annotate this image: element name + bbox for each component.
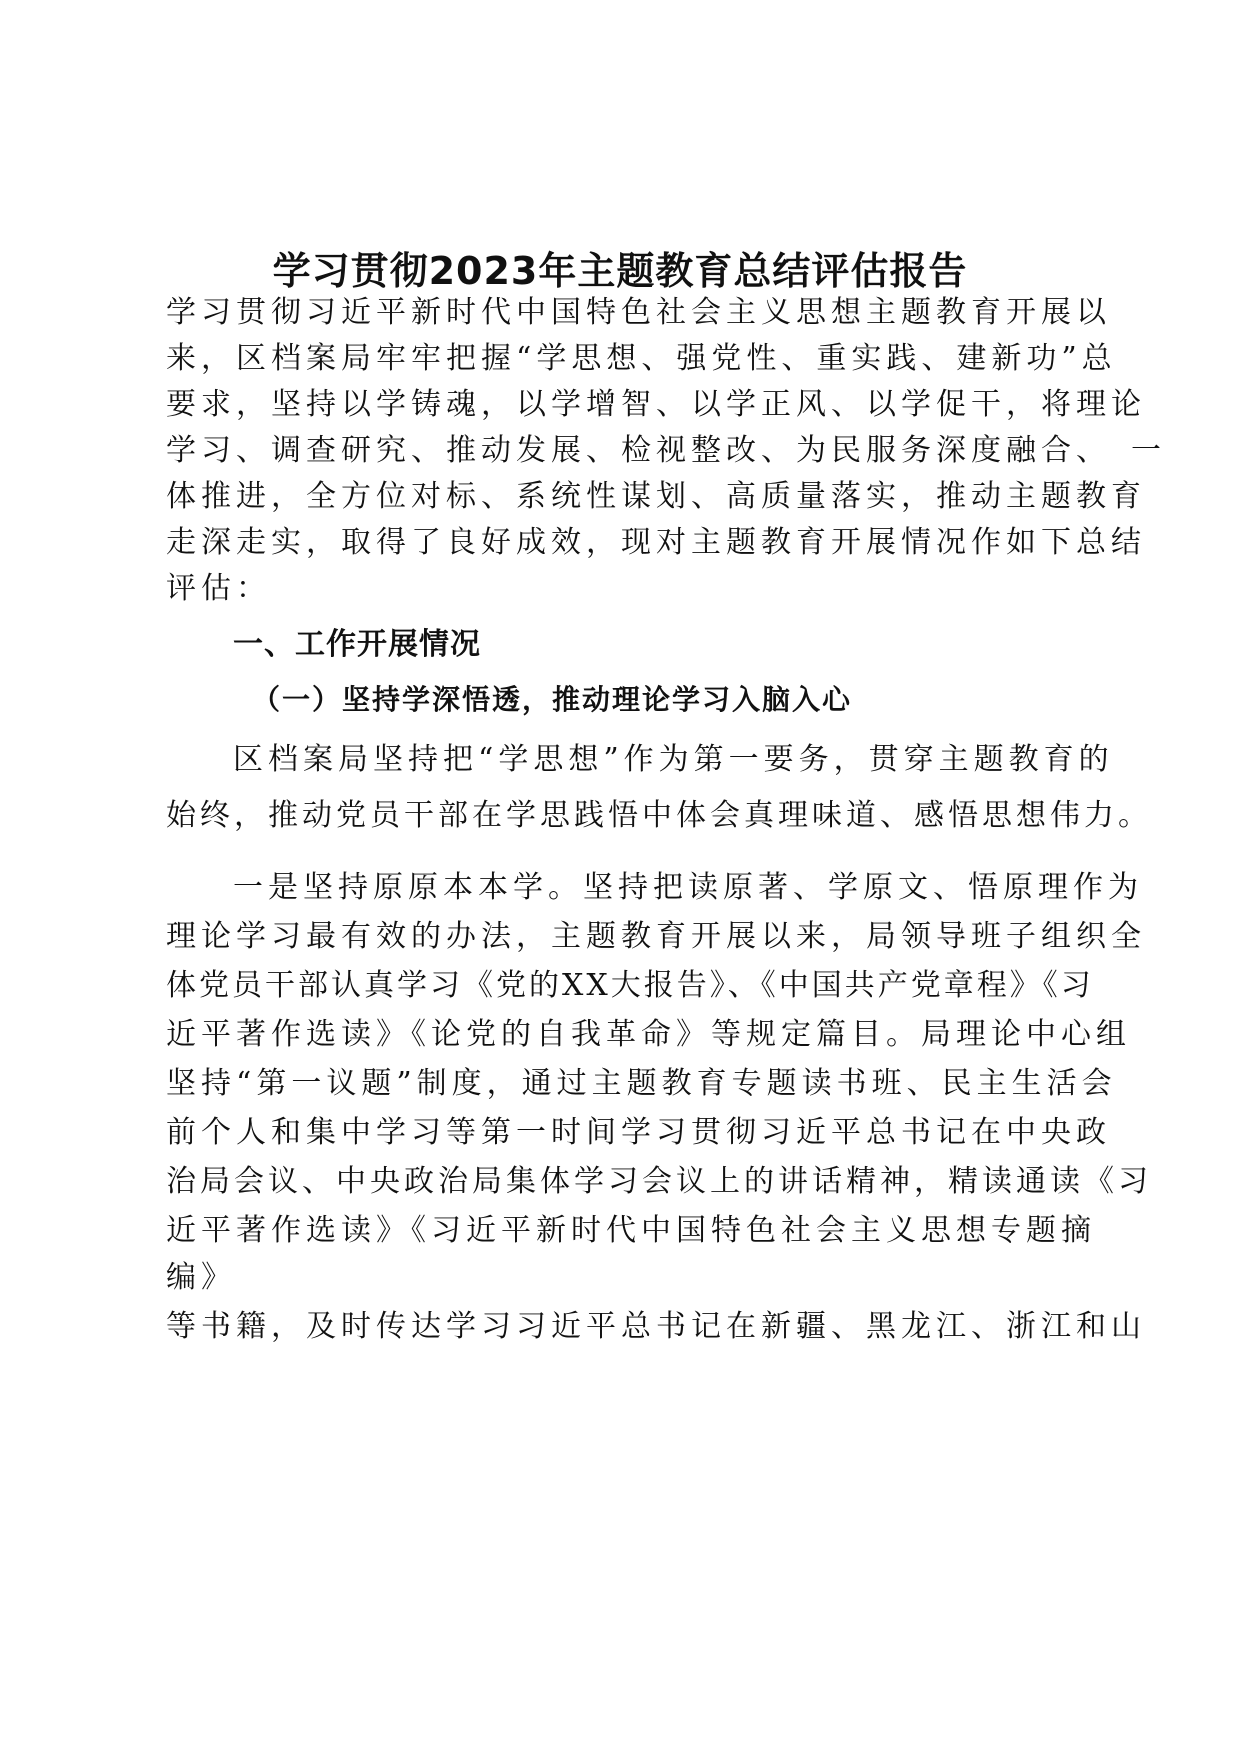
- paragraph-line: 区档案局坚持把“学思想”作为第一要务，贯穿主题教育的: [233, 742, 1114, 777]
- intro-line: 评估：: [166, 571, 271, 606]
- paragraph-line: 等书籍，及时传达学习习近平总书记在新疆、黑龙江、浙江和山: [166, 1309, 1146, 1344]
- paragraph-line: 编》: [166, 1260, 236, 1295]
- subsection-heading: （一）坚持学深悟透，推动理论学习入脑入心: [252, 683, 853, 716]
- intro-line: 学习贯彻习近平新时代中国特色社会主义思想主题教育开展以: [166, 295, 1111, 330]
- paragraph-line: 治局会议、中央政治局集体学习会议上的讲话精神，精读通读《习: [166, 1164, 1152, 1199]
- paragraph-line: 始终，推动党员干部在学思践悟中体会真理味道、感悟思想伟力。: [166, 798, 1152, 833]
- paragraph-line: 近平著作选读》《习近平新时代中国特色社会主义思想专题摘: [166, 1213, 1096, 1248]
- section-heading: 一、工作开展情况: [233, 627, 481, 662]
- document-title: 学习贯彻2023年主题教育总结评估报告: [272, 249, 968, 293]
- intro-line: 走深走实，取得了良好成效，现对主题教育开展情况作如下总结: [166, 525, 1146, 560]
- intro-line: 要求，坚持以学铸魂，以学增智、以学正风、以学促干，将理论: [166, 387, 1146, 422]
- intro-line: 体推进，全方位对标、系统性谋划、高质量落实，推动主题教育: [166, 479, 1146, 514]
- intro-line: 学习、调查研究、推动发展、检视整改、为民服务深度融合、 一: [166, 433, 1166, 468]
- paragraph-line: 前个人和集中学习等第一时间学习贯彻习近平总书记在中央政: [166, 1115, 1111, 1150]
- paragraph-line: 近平著作选读》《论党的自我革命》等规定篇目。局理论中心组: [166, 1017, 1131, 1052]
- paragraph-line: 坚持“第一议题”制度，通过主题教育专题读书班、民主生活会: [166, 1066, 1117, 1101]
- intro-line: 来，区档案局牢牢把握“学思想、强党性、重实践、建新功”总: [166, 341, 1117, 376]
- paragraph-line: 理论学习最有效的办法，主题教育开展以来，局领导班子组织全: [166, 919, 1146, 954]
- paragraph-line: 一是坚持原原本本学。坚持把读原著、学原文、悟原理作为: [233, 870, 1143, 905]
- paragraph-line: 体党员干部认真学习《党的XX大报告》、《中国共产党章程》《习: [166, 968, 1094, 1003]
